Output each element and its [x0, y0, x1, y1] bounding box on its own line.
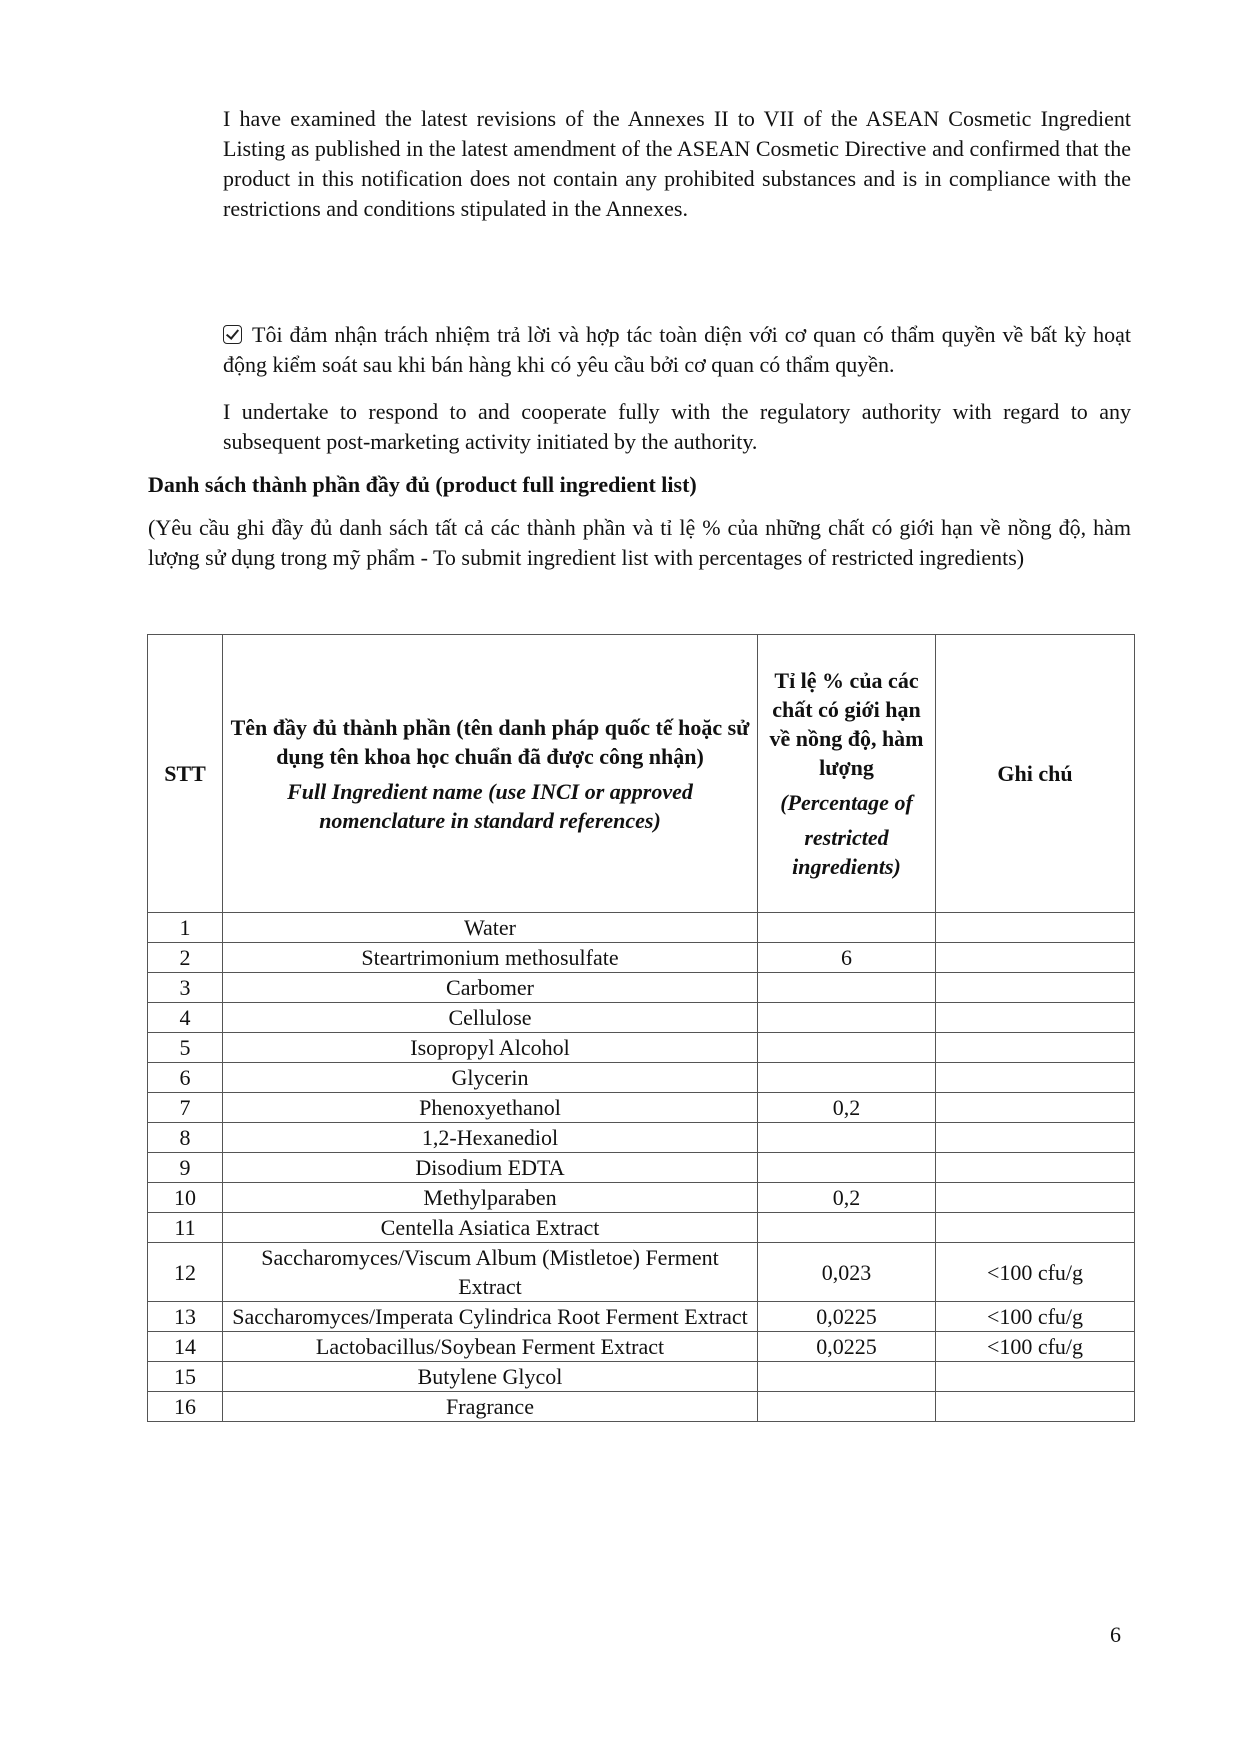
cell-note	[936, 1033, 1135, 1063]
cell-note: <100 cfu/g	[936, 1302, 1135, 1332]
table-row	[148, 1243, 1135, 1302]
ingredient-list-instruction: (Yêu cầu ghi đầy đủ danh sách tất cả các thành phần và tỉ lệ % của những chất có giới hạn về nồng độ, hàm lượng sử dụng trong mỹ phẩm - To submit ingredient list with percentages of restricted ingredients)	[148, 515, 1131, 570]
table-row	[148, 943, 1135, 973]
cell-note	[936, 1183, 1135, 1213]
cell-stt: 6	[148, 1063, 223, 1093]
cell-ingredient-name: Glycerin	[223, 1063, 758, 1093]
header-stt: STT	[148, 635, 223, 913]
cell-percentage	[758, 1213, 936, 1243]
header-note: Ghi chú	[936, 635, 1135, 913]
cell-percentage: 0,0225	[758, 1302, 936, 1332]
cell-ingredient-name: Phenoxyethanol	[223, 1093, 758, 1123]
cell-stt: 13	[148, 1302, 223, 1332]
undertaking-vi	[223, 320, 1131, 380]
cell-ingredient-name: Centella Asiatica Extract	[223, 1213, 758, 1243]
table-row	[148, 1183, 1135, 1213]
ingredient-table	[147, 634, 1135, 1422]
cell-note	[936, 1123, 1135, 1153]
undertaking-en: I undertake to respond to and cooperate fully with the regulatory authority with regard to any subsequent post-marketing activity initiated by the authority.	[223, 399, 1131, 454]
cell-note: <100 cfu/g	[936, 1243, 1135, 1302]
cell-stt: 16	[148, 1392, 223, 1422]
table-row	[148, 1003, 1135, 1033]
table-row	[148, 1392, 1135, 1422]
table-row	[148, 1332, 1135, 1362]
cell-note	[936, 1153, 1135, 1183]
cell-ingredient-name: Isopropyl Alcohol	[223, 1033, 758, 1063]
cell-percentage: 0,2	[758, 1183, 936, 1213]
cell-ingredient-name: Steartrimonium methosulfate	[223, 943, 758, 973]
header-pct-vi: Tỉ lệ % của các chất có giới hạn về nồng độ, hàm lượng	[769, 668, 924, 780]
cell-stt: 10	[148, 1183, 223, 1213]
table-row	[148, 913, 1135, 943]
cell-note	[936, 913, 1135, 943]
cell-percentage: 0,023	[758, 1243, 936, 1302]
annex-compliance-statement: I have examined the latest revisions of the Annexes II to VII of the ASEAN Cosmetic Ingredient Listing as published in the latest amendment of the ASEAN Cosmetic Directive and confirmed that the product in this notification does not contain any prohibited substances and is in compliance with the restrictions and conditions stipulated in the Annexes.	[223, 106, 1131, 221]
ingredient-list-heading: Danh sách thành phần đầy đủ (product full ingredient list)	[148, 472, 697, 497]
checked-checkbox-icon[interactable]	[223, 325, 242, 344]
table-row	[148, 973, 1135, 1003]
cell-percentage	[758, 1123, 936, 1153]
header-pct-en-1: (Percentage of	[780, 790, 913, 815]
cell-ingredient-name: Saccharomyces/Viscum Album (Mistletoe) Ferment Extract	[223, 1243, 758, 1302]
table-row	[148, 1153, 1135, 1183]
cell-ingredient-name: Water	[223, 913, 758, 943]
cell-percentage	[758, 1153, 936, 1183]
table-row	[148, 1213, 1135, 1243]
undertaking-vi-text: Tôi đảm nhận trách nhiệm trả lời và hợp tác toàn diện với cơ quan có thẩm quyền về bất kỳ hoạt động kiểm soát sau khi bán hàng khi có yêu cầu bởi cơ quan có thẩm quyền.	[223, 322, 1131, 377]
cell-percentage	[758, 1063, 936, 1093]
cell-ingredient-name: Disodium EDTA	[223, 1153, 758, 1183]
cell-stt: 3	[148, 973, 223, 1003]
cell-note	[936, 1093, 1135, 1123]
cell-ingredient-name: Butylene Glycol	[223, 1362, 758, 1392]
cell-stt: 1	[148, 913, 223, 943]
cell-stt: 4	[148, 1003, 223, 1033]
cell-percentage	[758, 973, 936, 1003]
cell-percentage	[758, 1003, 936, 1033]
cell-stt: 2	[148, 943, 223, 973]
table-row	[148, 1033, 1135, 1063]
table-row	[148, 1302, 1135, 1332]
cell-stt: 5	[148, 1033, 223, 1063]
cell-note	[936, 1003, 1135, 1033]
cell-stt: 15	[148, 1362, 223, 1392]
cell-stt: 9	[148, 1153, 223, 1183]
cell-ingredient-name: Saccharomyces/Imperata Cylindrica Root Ferment Extract	[223, 1302, 758, 1332]
cell-ingredient-name: Fragrance	[223, 1392, 758, 1422]
cell-ingredient-name: 1,2-Hexanediol	[223, 1123, 758, 1153]
cell-ingredient-name: Lactobacillus/Soybean Ferment Extract	[223, 1332, 758, 1362]
cell-percentage	[758, 1033, 936, 1063]
cell-stt: 11	[148, 1213, 223, 1243]
cell-note: <100 cfu/g	[936, 1332, 1135, 1362]
cell-ingredient-name: Carbomer	[223, 973, 758, 1003]
cell-percentage: 0,0225	[758, 1332, 936, 1362]
header-name-vi: Tên đầy đủ thành phần (tên danh pháp quốc tế hoặc sử dụng tên khoa học chuẩn đã được công nhận)	[230, 714, 750, 769]
header-pct-en-2: restricted ingredients)	[792, 825, 901, 879]
header-name-en: Full Ingredient name (use INCI or approved nomenclature in standard references)	[287, 778, 693, 833]
cell-stt: 12	[148, 1243, 223, 1302]
cell-percentage	[758, 1392, 936, 1422]
table-row	[148, 1063, 1135, 1093]
cell-ingredient-name: Cellulose	[223, 1003, 758, 1033]
cell-percentage	[758, 913, 936, 943]
cell-note	[936, 973, 1135, 1003]
table-row	[148, 1362, 1135, 1392]
cell-percentage	[758, 1362, 936, 1392]
cell-percentage: 6	[758, 943, 936, 973]
page-number: 6	[1110, 1622, 1121, 1647]
cell-ingredient-name: Methylparaben	[223, 1183, 758, 1213]
cell-note	[936, 1213, 1135, 1243]
cell-note	[936, 943, 1135, 973]
cell-stt: 14	[148, 1332, 223, 1362]
header-ingredient-name	[223, 635, 758, 913]
cell-stt: 8	[148, 1123, 223, 1153]
cell-note	[936, 1362, 1135, 1392]
cell-percentage: 0,2	[758, 1093, 936, 1123]
header-percentage	[758, 635, 936, 913]
table-header-row	[148, 635, 1135, 913]
table-row	[148, 1123, 1135, 1153]
cell-note	[936, 1392, 1135, 1422]
table-row	[148, 1093, 1135, 1123]
cell-stt: 7	[148, 1093, 223, 1123]
cell-note	[936, 1063, 1135, 1093]
